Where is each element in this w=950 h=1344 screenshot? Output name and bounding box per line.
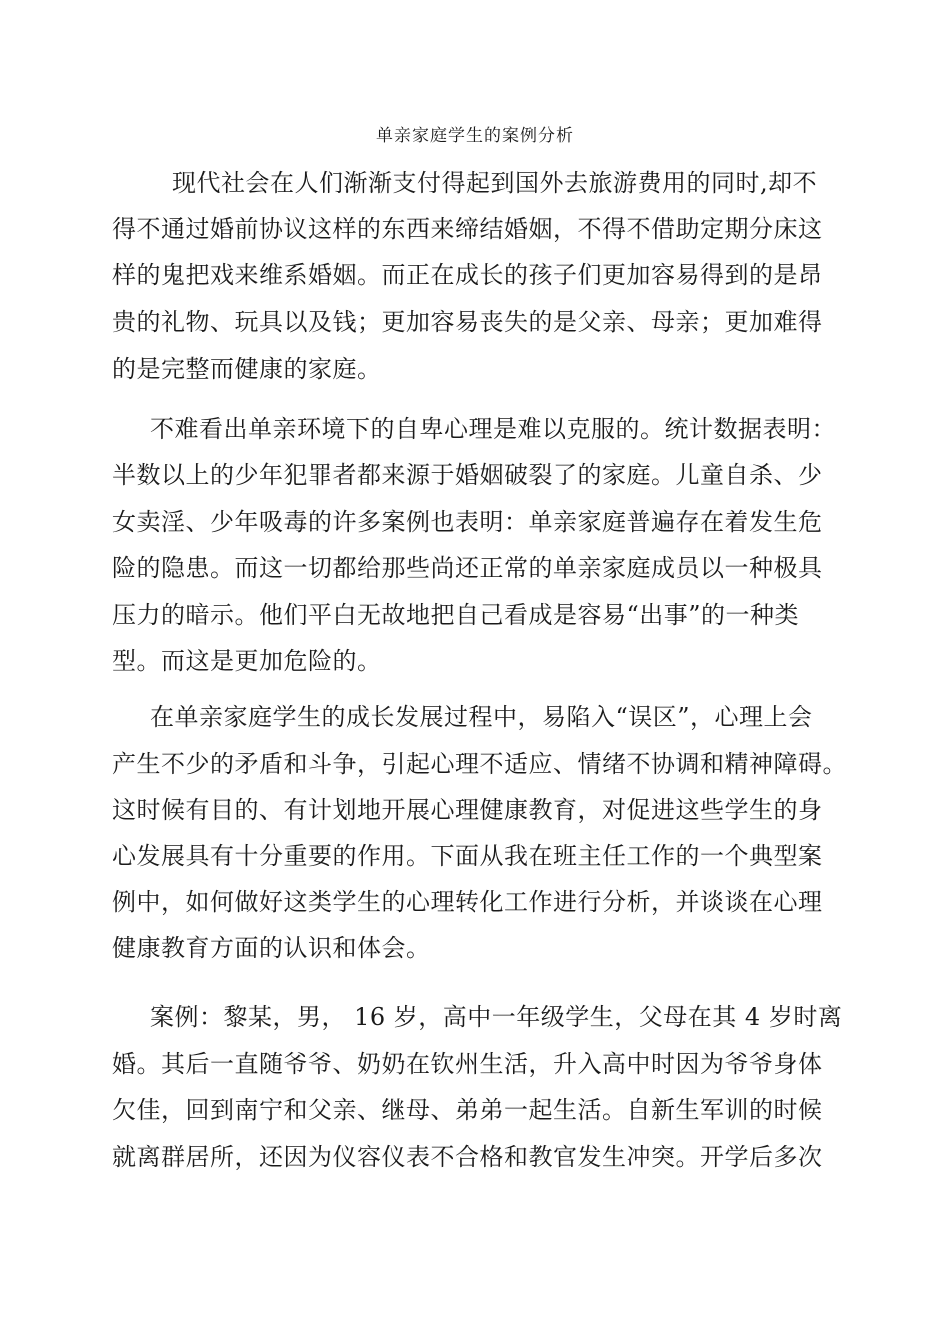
paragraph-2-line-2: 半数以上的少年犯罪者都来源于婚姻破裂了的家庭。儿童自杀、少: [112, 461, 823, 489]
paragraph-1-line-1: 现代社会在人们渐渐支付得起到国外去旅游费用的同时,却不: [172, 169, 818, 197]
paragraph-4-line-4: 就离群居所，还因为仪容仪表不合格和教官发生冲突。开学后多次: [112, 1143, 823, 1171]
paragraph-1-line-4: 贵的礼物、玩具以及钱；更加容易丧失的是父亲、母亲；更加难得: [112, 308, 823, 336]
paragraph-3-line-2: 产生不少的矛盾和斗争，引起心理不适应、情绪不协调和精神障碍。: [112, 750, 847, 778]
paragraph-3-line-6: 健康教育方面的认识和体会。: [112, 934, 431, 962]
paragraph-2-line-3: 女卖淫、少年吸毒的许多案例也表明：单亲家庭普遍存在着发生危: [112, 508, 823, 536]
paragraph-3-line-3: 这时候有目的、有计划地开展心理健康教育，对促进这些学生的身: [112, 796, 823, 824]
paragraph-3-line-5: 例中，如何做好这类学生的心理转化工作进行分析，并谈谈在心理: [112, 888, 823, 916]
paragraph-3-line-1: 在单亲家庭学生的成长发展过程中，易陷入“误区”，心理上会: [150, 703, 813, 731]
paragraph-2-line-1: 不难看出单亲环境下的自卑心理是难以克服的。统计数据表明：: [150, 415, 836, 443]
paragraph-4-line-3: 欠佳，回到南宁和父亲、继母、弟弟一起生活。自新生军训的时候: [112, 1096, 823, 1124]
paragraph-2-line-6: 型。而这是更加危险的。: [112, 647, 382, 675]
paragraph-1-line-5: 的是完整而健康的家庭。: [112, 355, 382, 383]
document-title: 单亲家庭学生的案例分析: [376, 126, 574, 146]
paragraph-2-line-4: 险的隐患。而这一切都给那些尚还正常的单亲家庭成员以一种极具: [112, 554, 823, 582]
paragraph-3-line-4: 心发展具有十分重要的作用。下面从我在班主任工作的一个典型案: [112, 842, 823, 870]
paragraph-4-line-1: 案例：黎某，男， 16 岁，高中一年级学生，父母在其 4 岁时离: [150, 1003, 843, 1031]
paragraph-1-line-2: 得不通过婚前协议这样的东西来缔结婚姻，不得不借助定期分床这: [112, 215, 823, 243]
paragraph-4-line-2: 婚。其后一直随爷爷、奶奶在钦州生活，升入高中时因为爷爷身体: [112, 1050, 823, 1078]
paragraph-1-line-3: 样的鬼把戏来维系婚姻。而正在成长的孩子们更加容易得到的是昂: [112, 261, 823, 289]
paragraph-2-line-5: 压力的暗示。他们平白无故地把自己看成是容易“出事”的一种类: [112, 601, 800, 629]
